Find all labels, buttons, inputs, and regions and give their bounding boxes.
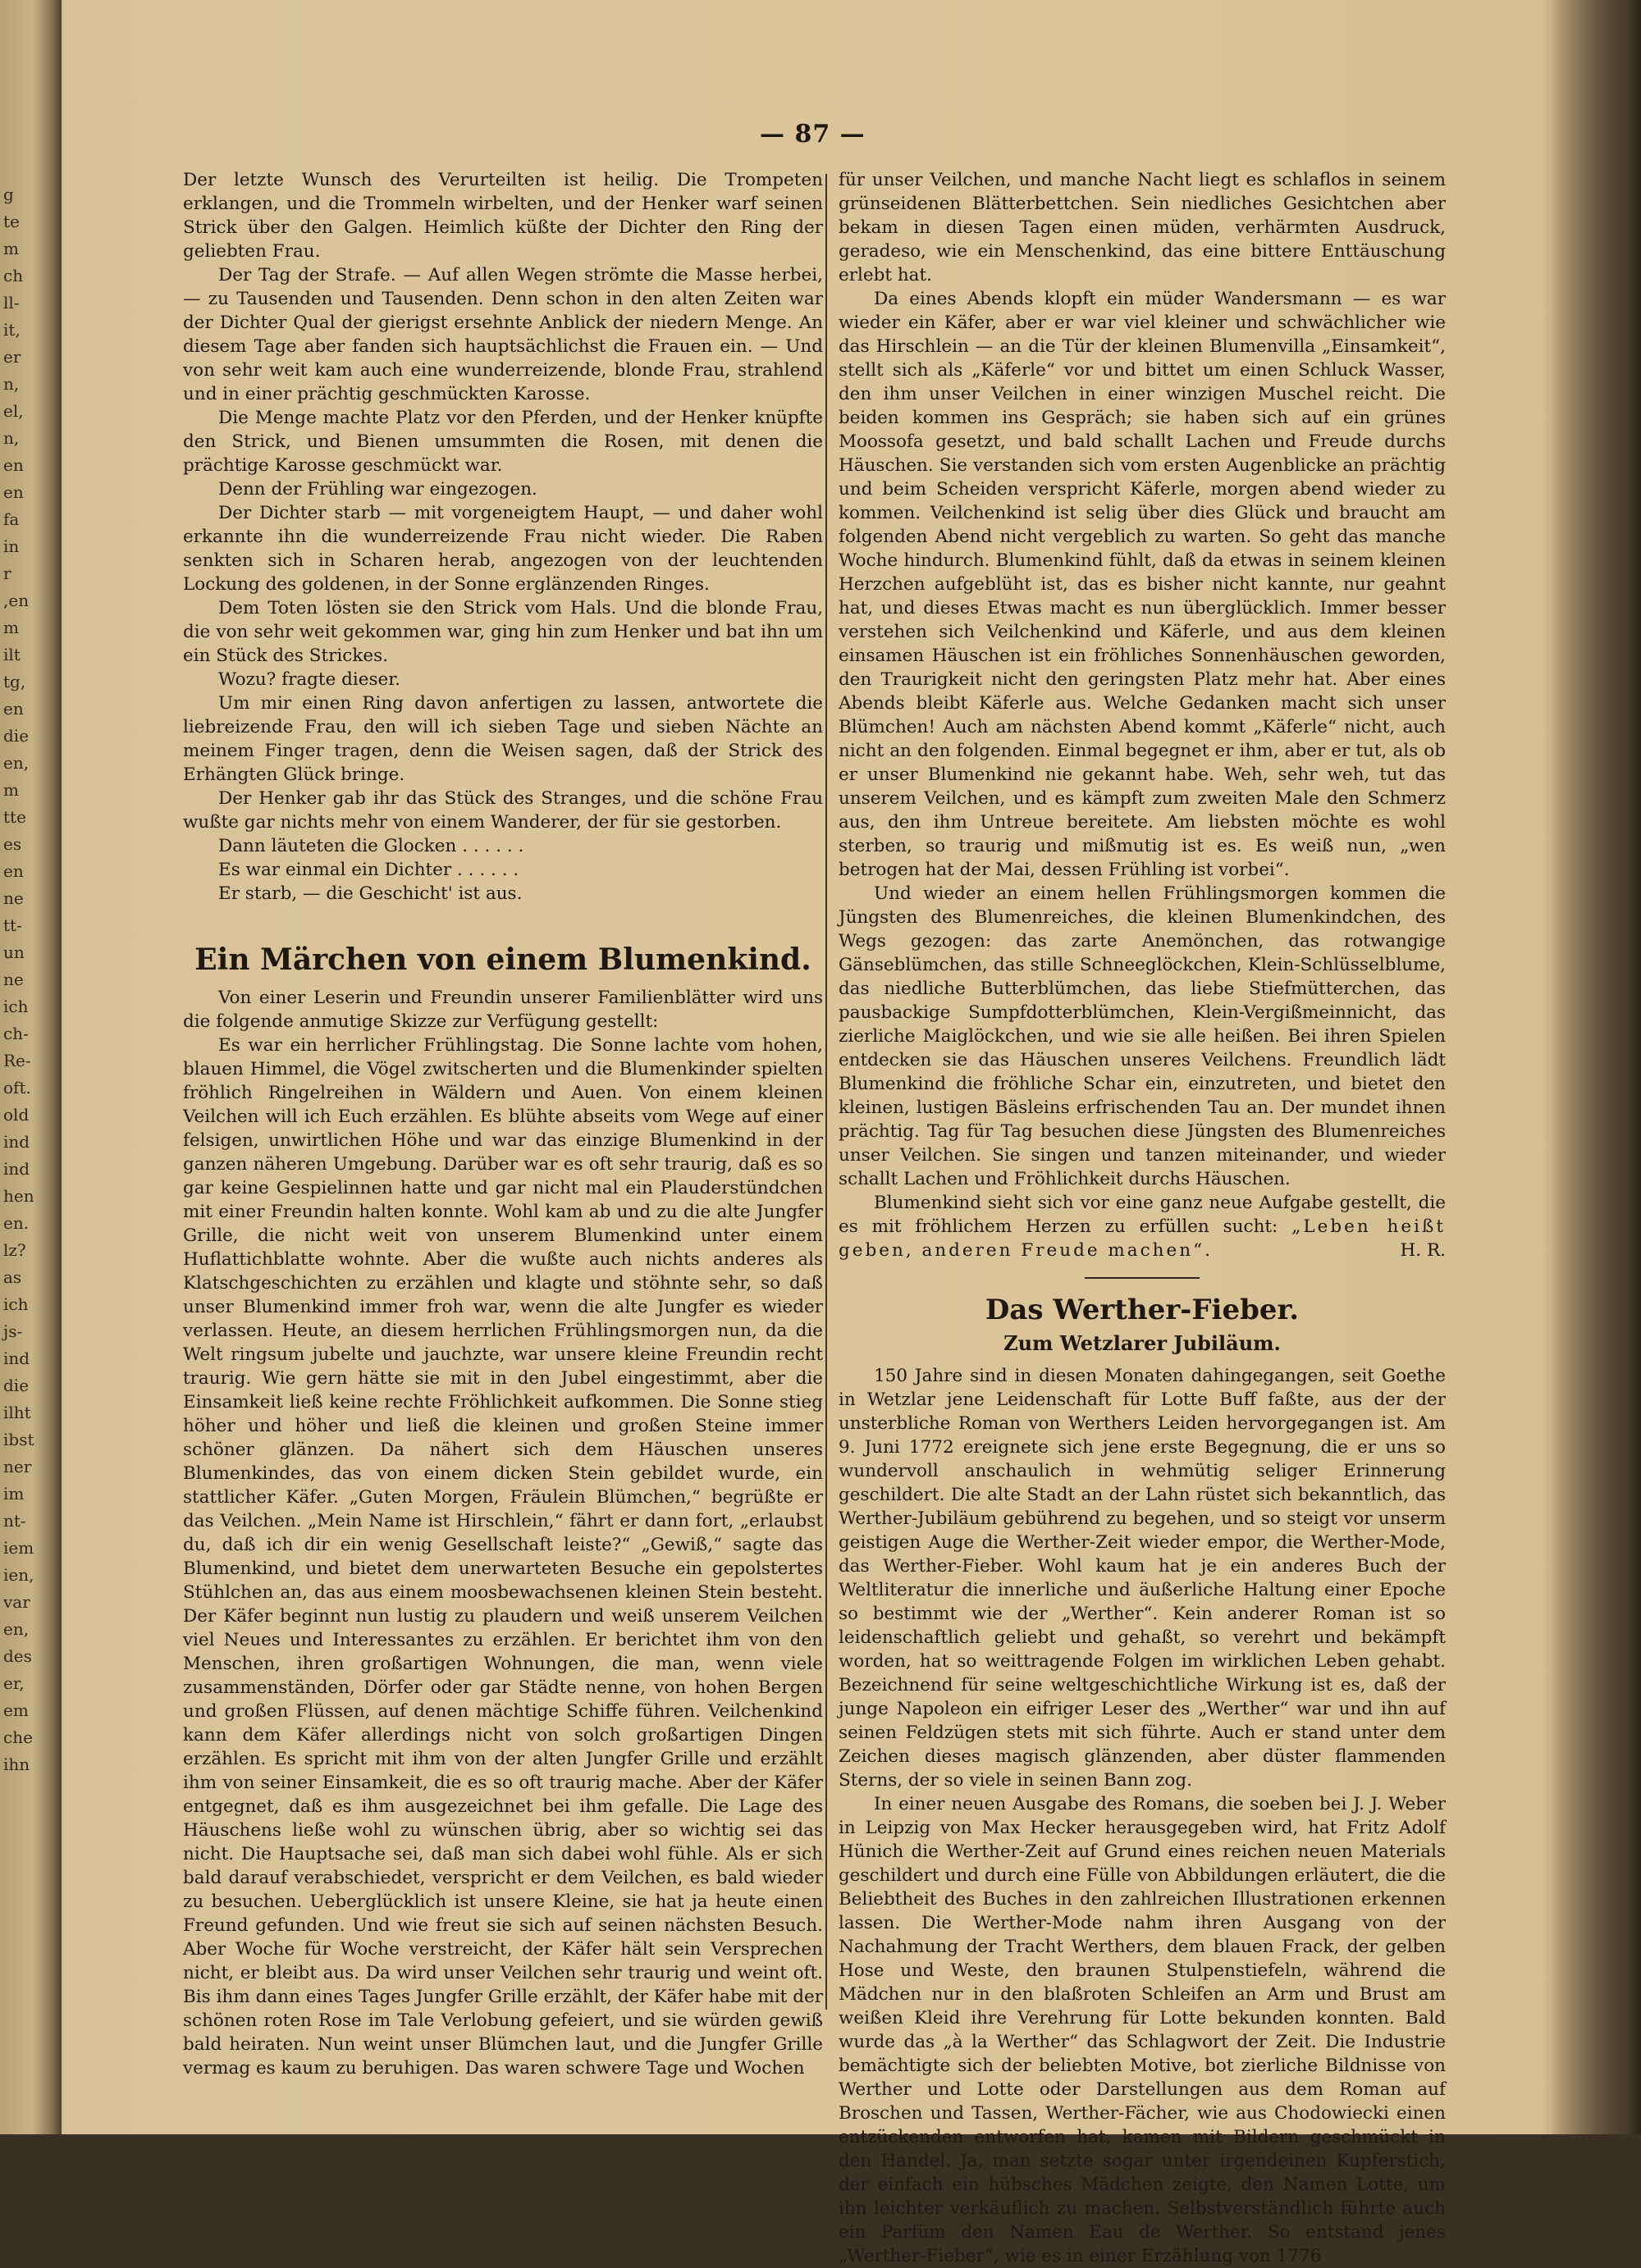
right-column <box>839 168 1446 2268</box>
gutter-fragment: die <box>3 726 30 746</box>
story-intro: Von einer Leserin und Freundin unserer Familienblätter wird uns die folgende anmutige Skizze zur Verfügung gestellt: <box>183 988 823 1032</box>
gutter-fragment: ind <box>3 1348 30 1368</box>
gutter-fragment: ien, <box>3 1565 34 1585</box>
gutter-fragment: en <box>3 455 24 475</box>
gutter-fragment: lz? <box>3 1240 26 1260</box>
gutter-fragment: js- <box>3 1321 23 1341</box>
gutter-fragment: n, <box>3 428 20 448</box>
gutter-fragment: m <box>3 780 19 800</box>
book-binding-edge <box>1551 0 1641 2134</box>
paragraph: Es war ein herrlicher Frühlingstag. Die Sonne lachte vom hohen, blauen Himmel, die Vögel zwitscherten und die Blumenkinder spielten fröhlich Ringelreihen in Wäldern und Auen. Von einem kleinen Veilchen will ich Euch erzählen. Es blühte abseits vom Wege auf einer felsigen, unwirtlichen Höhe und war das einzige Blumenkind in der ganzen näheren Umgebung. Darüber war es oft sehr traurig, daß es so gar keine Gespielinnen hatte und gar nicht mal ein Plauderstündchen mit einer Freundin halten konnte. Wohl kam ab und zu die alte Jungfer Grille, die nicht weit von unserem Blumenkind unter einem Huflattichblatte wohnte. Aber die wußte auch nichts anderes als Klatschgeschichten zu erzählen und klagte und stöhnte sehr, so daß unser Blumenkind immer froh war, wenn die alte Jungfer es wieder verlassen. Heute, an diesem herrlichen Frühlingsmorgen nun, da die Welt ringsum jubelte und jauchzte, war unsere kleine Freundin recht traurig. Wie gern hätte sie mit in den Jubel eingestimmt, aber die Einsamkeit ließ keine rechte Fröhlichkeit aufkommen. Die Sonne stieg höher und höher und ließ die kleinen und großen Steine immer schöner glänzen. Da nähert sich dem Häuschen unseres Blumenkindes, das von einem dicken Stein gebildet wurde, ein stattlicher Käfer. „Guten Morgen, Fräulein Blümchen,“ begrüßte er das Veilchen. „Mein Name ist Hirschlein,“ fährt er dann fort, „erlaubst du, daß ich dir ein wenig Gesellschaft leiste?“ „Gewiß,“ sagte das Blumenkind, und bietet dem unerwarteten Besuche ein gepolstertes Stühlchen an, das aus einem moosbewachsenen kleinen Stein besteht. Der Käfer beginnt nun lustig zu plaudern und weiß unserem Veilchen viel Neues und Interessantes zu erzählen. Er berichtet ihm von den Menschen, ihren großartigen Wohnungen, die man, wenn viele zusammenständen, Dörfer oder gar Städte nenne, von hohen Bergen und großen Flüssen, auf denen mächtige Schiffe führen. Veilchenkind kann dem Käfer allerdings nicht von solch großartigen Dingen erzählen. Es spricht mit ihm von der alten Jungfer Grille und erzählt ihm von seiner Einsamkeit, die es so oft traurig mache. Aber der Käfer entgegnet, daß es ihm ausgezeichnet bei ihm gefalle. Die Lage des Häuschens ließe wohl zu wünschen übrig, aber so wichtig sei das nicht. Die Hauptsache sei, daß man sich dabei wohl fühle. Als er sich bald darauf verabschiedet, verspricht er dem Veilchen, es bald wieder zu besuchen. Ueberglücklich ist unsere Kleine, sie hat ja heute einen Freund gefunden. Und wie freut sie sich auf seinen nächsten Besuch. Aber Woche für Woche verstreicht, der Käfer hält sein Versprechen nicht, er bleibt aus. Da wird unser Veilchen sehr traurig und weint oft. Bis ihm dann eines Tages Jungfer Grille erzählt, der Käfer habe mit der schönen roten Rose im Tale Verlobung gefeiert, und sie würden gewiß bald heiraten. Nun weint unser Blümchen laut, und die Jungfer Grille vermag es kaum zu beruhigen. Das waren schwere Tage und Wochen <box>183 1035 823 2079</box>
gutter-fragment: des <box>3 1646 32 1666</box>
paragraph-text: Blumenkind sieht sich vor eine ganz neue Aufgabe gestellt, die es mit fröhlichem Herzen zu erfüllen sucht: <box>839 1193 1446 1237</box>
paragraph: Da eines Abends klopft ein müder Wandersmann — es war wieder ein Käfer, aber er war viel kleiner und schwächlicher wie das Hirschlein — an die Tür der kleinen Blumenvilla „Einsamkeit“, stellt sich als „Käferle“ vor und bittet um einen Schluck Wasser, den ihm unser Veilchen in einer winzigen Muschel reicht. Die beiden kommen ins Gespräch; sie haben sich auf ein grünes Moossofa gesetzt, und bald schallt Lachen und Freude durchs Häuschen. Sie verstanden sich vom ersten Augenblicke an prächtig und beim Scheiden verspricht Käferle, morgen abend wieder zu kommen. Veilchenkind ist selig über dies Glück und braucht am folgenden Abend nicht vergeblich zu warten. So geht das manche Woche hindurch. Blumenkind fühlt, daß da etwas in seinem kleinen Herzchen aufgeblüht ist, das es bisher nicht kannte, nur geahnt hat, und dieses Etwas macht es nun überglücklich. Immer besser verstehen sich Veilchenkind und Käferle, und aus dem kleinen einsamen Häuschen ist ein fröhliches Sonnenhäuschen geworden, den Traurigkeit nicht den geringsten Platz mehr hat. Aber eines Abends bleibt Käferle aus. Welche Gedanken macht sich unser Blümchen! Auch am nächsten Abend kommt „Käferle“ nicht, auch nicht an den folgenden. Einmal begegnet er ihm, aber er tut, als ob er unser Blumenkind nie gekannt habe. Weh, sehr weh, tut das unserem Veilchen, und es kämpft zum zweiten Male den Schmerz aus, den ihm Untreue bereitete. Am liebsten möchte es wohl sterben, so traurig und mißmutig ist es. Es weiß nun, „wen betrogen hat der Mai, dessen Frühling ist vorbei“. <box>839 289 1446 880</box>
gutter-fragment: ind <box>3 1132 30 1152</box>
gutter-fragment: en, <box>3 753 30 773</box>
gutter-fragment: ne <box>3 888 24 908</box>
previous-page-gutter <box>0 0 62 2134</box>
opening-story-end <box>183 168 823 906</box>
paragraph: Der Henker gab ihr das Stück des Stranges, und die schöne Frau wußte gar nichts mehr von einem Wanderer, der für sie gestorben. <box>183 788 823 833</box>
paragraph: Die Menge machte Platz vor den Pferden, und der Henker knüpfte den Strick, und Bienen umsummten die Rosen, mit denen die prächtige Karosse geschmückt war. <box>183 408 823 476</box>
paragraph: Wozu? fragte dieser. <box>218 669 401 690</box>
gutter-fragment: nt- <box>3 1511 26 1531</box>
gutter-fragment: che <box>3 1727 33 1747</box>
gutter-fragment: oft. <box>3 1078 31 1097</box>
paragraph: Dann läuteten die Glocken . . . . . . <box>218 836 524 856</box>
gutter-fragment: ,en <box>3 591 30 610</box>
gutter-fragment: er <box>3 347 21 367</box>
gutter-fragment: ll- <box>3 293 20 313</box>
article-subtitle: Zum Wetzlarer Jubiläum. <box>1003 1331 1281 1355</box>
paragraph: für unser Veilchen, und manche Nacht liegt es schlaflos in seinem grünseidenen Blätterbettchen. Sein niedliches Gesichtchen aber bekam in diesen Tagen einen müden, verhärmten Ausdruck, geradeso, wie ein Menschenkind, das eine bittere Enttäuschung erlebt hat. <box>839 170 1446 285</box>
gutter-fragment: ner <box>3 1457 32 1476</box>
paragraph: Und wieder an einem hellen Frühlingsmorgen kommen die Jüngsten des Blumenreiches, die kleinen Blumenkindchen, des Wegs gezogen: das zarte Anemönchen, das rotwangige Gänseblümchen, das stille Schneeglöckchen, Klein-Schlüsselblume, das niedliche Butterblümchen, das liebe Stiefmütterchen, das pausbackige Sumpfdotterblümchen, Klein-Vergißmeinnicht, das zierliche Maiglöckchen, und wie sie alle heißen. Bei ihren Spielen entdecken sie das Häuschen unseres Veilchens. Freundlich lädt Blumenkind die fröhliche Schar ein, einzutreten, und bietet den kleinen, lustigen Bäsleins erfrischenden Tau an. Der mundet ihnen prächtig. Tag für Tag besuchen diese Jüngsten des Blumenreiches unser Veilchen. Sie singen und tanzen miteinander, und wieder schallt Lachen und Fröhlichkeit durchs Häuschen. <box>839 883 1446 1189</box>
gutter-fragment: n, <box>3 374 20 394</box>
section-rule <box>1085 1277 1200 1279</box>
gutter-fragment: tt- <box>3 915 22 935</box>
motto: „Leben heißt geben, anderen Freude machen“. <box>839 1216 1446 1261</box>
gutter-fragment: en <box>3 699 24 719</box>
paragraph: Um mir einen Ring davon anfertigen zu lassen, antwortete die liebreizende Frau, den will ich sieben Tage und sieben Nächte an meinem Finger tragen, denn die Weisen sagen, daß der Strick des Erhängten Glück bringe. <box>183 693 823 785</box>
gutter-fragment: tte <box>3 807 26 827</box>
paragraph <box>839 1191 1446 1262</box>
paragraph: Der Tag der Strafe. — Auf allen Wegen strömte die Masse herbei, — zu Tausenden und Tausenden. Denn schon in den alten Zeiten war der Dichter Qual der gierigst ersehnte Anblick der niedern Menge. An diesem Tage aber fanden sich hauptsächlichst die Frauen ein. — Und von sehr weit kam auch eine wunderreizende, blonde Frau, strahlend und in einer prächtig geschmückten Karosse. <box>183 265 823 404</box>
left-column <box>183 168 823 2080</box>
gutter-fragment: ch- <box>3 1024 29 1043</box>
gutter-fragment: en. <box>3 1213 30 1233</box>
gutter-fragment: as <box>3 1267 22 1287</box>
author-signature: H. R. <box>1400 1240 1446 1261</box>
gutter-fragment: hen <box>3 1186 34 1206</box>
gutter-fragment: er, <box>3 1673 25 1693</box>
story-title: Ein Märchen von einem Blumenkind. <box>194 942 811 977</box>
column-divider <box>825 174 827 2010</box>
gutter-fragment: en <box>3 861 24 881</box>
gutter-fragment: var <box>3 1592 30 1612</box>
gutter-fragment: iem <box>3 1538 34 1558</box>
paragraph: Der Dichter starb — mit vorgeneigtem Haupt, — und daher wohl erkannte ihn die wunderreizende Frau nicht wieder. Die Raben senkten sich in Scharen herab, angezogen von der leuchtenden Lockung des goldenen, in der Sonne erglänzenden Ringes. <box>183 503 823 595</box>
paragraph: In einer neuen Ausgabe des Romans, die soeben bei J. J. Weber in Leipzig von Max Hecker herausgegeben wird, hat Fritz Adolf Hünich die Werther-Zeit auf Grund eines reichen neuen Materials geschildert und durch eine Fülle von Abbildungen erläutert, die die Beliebtheit des Buches in den zahlreichen Illustrationen erkennen lassen. Die Werther-Mode nahm ihren Ausgang von der Nachahmung der Tracht Werthers, dem blauen Frack, der gelben Hose und Weste, den braunen Stulpenstiefeln, während die Mädchen nur in den blaßroten Schleifen an Arm und Brust am weißen Kleid ihre Verehrung für Lotte bekunden konnten. Bald wurde das „à la Werther“ das Schlagwort der Zeit. Die Industrie bemächtigte sich der beliebten Motive, bot zierliche Bildnisse von Werther und Lotte oder Darstellungen aus dem Roman auf Broschen und Tassen, Werther-Fächer, wie aus Chodowiecki einen entzückenden entworfen hat, kamen mit Bildern geschmückt in den Handel. Ja, man setzte sogar unter irgendeinen Kupferstich, der einfach ein hübsches Mädchen zeigte, den Namen Lotte, um ihn leichter verkäuflich zu machen. Selbstverständlich führte auch ein Parfüm den Namen Eau de Werther. So entstand jenes „Werther-Fieber“, wie es in einer Erzählung von 1776 <box>839 1794 1446 2266</box>
gutter-fragment: m <box>3 239 19 258</box>
gutter-fragment: en, <box>3 1619 30 1639</box>
gutter-fragment: fa <box>3 509 20 529</box>
gutter-fragment: un <box>3 942 25 962</box>
gutter-fragment: es <box>3 834 22 854</box>
gutter-fragment: r <box>3 564 11 583</box>
gutter-fragment: ich <box>3 997 29 1016</box>
gutter-fragment: im <box>3 1484 25 1504</box>
paragraph: Denn der Frühling war eingezogen. <box>218 479 537 500</box>
article-title: Das Werther-Fieber. <box>985 1294 1300 1326</box>
gutter-fragment: ibst <box>3 1430 34 1449</box>
gutter-fragment: el, <box>3 401 24 421</box>
gutter-fragment: te <box>3 212 20 231</box>
gutter-fragment: g <box>3 185 14 204</box>
gutter-fragment: Re- <box>3 1051 31 1070</box>
gutter-fragment: en <box>3 482 24 502</box>
gutter-fragment: old <box>3 1105 30 1125</box>
gutter-fragment: ind <box>3 1159 30 1179</box>
paragraph: Er starb, — die Geschicht' ist aus. <box>218 883 523 904</box>
paragraph: Dem Toten lösten sie den Strick vom Hals. Und die blonde Frau, die von sehr weit gekommen war, ging hin zum Henker und bat ihn um ein Stück des Strickes. <box>183 598 823 666</box>
gutter-fragment: ne <box>3 970 24 989</box>
gutter-fragment: m <box>3 618 19 637</box>
gutter-fragment: tg, <box>3 672 26 691</box>
gutter-fragment: em <box>3 1700 29 1720</box>
gutter-fragment: ich <box>3 1294 29 1314</box>
gutter-fragment: die <box>3 1376 30 1395</box>
gutter-fragment: ilt <box>3 645 21 664</box>
paragraph: Es war einmal ein Dichter . . . . . . <box>218 860 519 880</box>
page-number: — 87 — <box>760 120 866 148</box>
paragraph: Der letzte Wunsch des Verurteilten ist heilig. Die Trompeten erklangen, und die Trommeln wirbelten, und der Henker warf seinen Strick über den Galgen. Heimlich küßte der Dichter den Ring der geliebten Frau. <box>183 170 823 262</box>
paragraph: 150 Jahre sind in diesen Monaten dahingegangen, seit Goethe in Wetzlar jene Leidenschaft für Lotte Buff faßte, aus der der unsterbliche Roman von Werthers Leiden hervorgegangen ist. Am 9. Juni 1772 ereignete sich jene erste Begegnung, die er uns so wundervoll anschaulich in wehmütig seliger Erinnerung geschildert. Die alte Stadt an der Lahn rüstet sich bekanntlich, das Werther-Jubiläum gebührend zu begehen, und so steigt vor unserm geistigen Auge die Werther-Zeit wieder empor, die Werther-Mode, das Werther-Fieber. Wohl kaum hat je ein anderes Buch der Weltliteratur die innerliche und äußerliche Haltung einer Epoche so bestimmt wie der „Werther“. Kein anderer Roman ist so leidenschaftlich geliebt und gehaßt, so verehrt und bekämpft worden, hat so weittragende Folgen im wirklichen Leben gehabt. Bezeichnend für seine weltgeschichtliche Wirkung ist es, daß der junge Napoleon ein eifriger Leser des „Werther“ war und ihn auf seinen Feldzügen stets mit sich führte. Auch er stand unter dem Zeichen dieses magisch glänzenden, aber düster flammenden Sterns, der so viele in seinen Bann zog. <box>839 1366 1446 1791</box>
gutter-fragment: in <box>3 536 20 556</box>
gutter-fragment: ilht <box>3 1403 31 1422</box>
gutter-fragment: ihn <box>3 1755 30 1774</box>
gutter-fragment: ch <box>3 266 24 285</box>
gutter-fragment: it, <box>3 320 21 340</box>
